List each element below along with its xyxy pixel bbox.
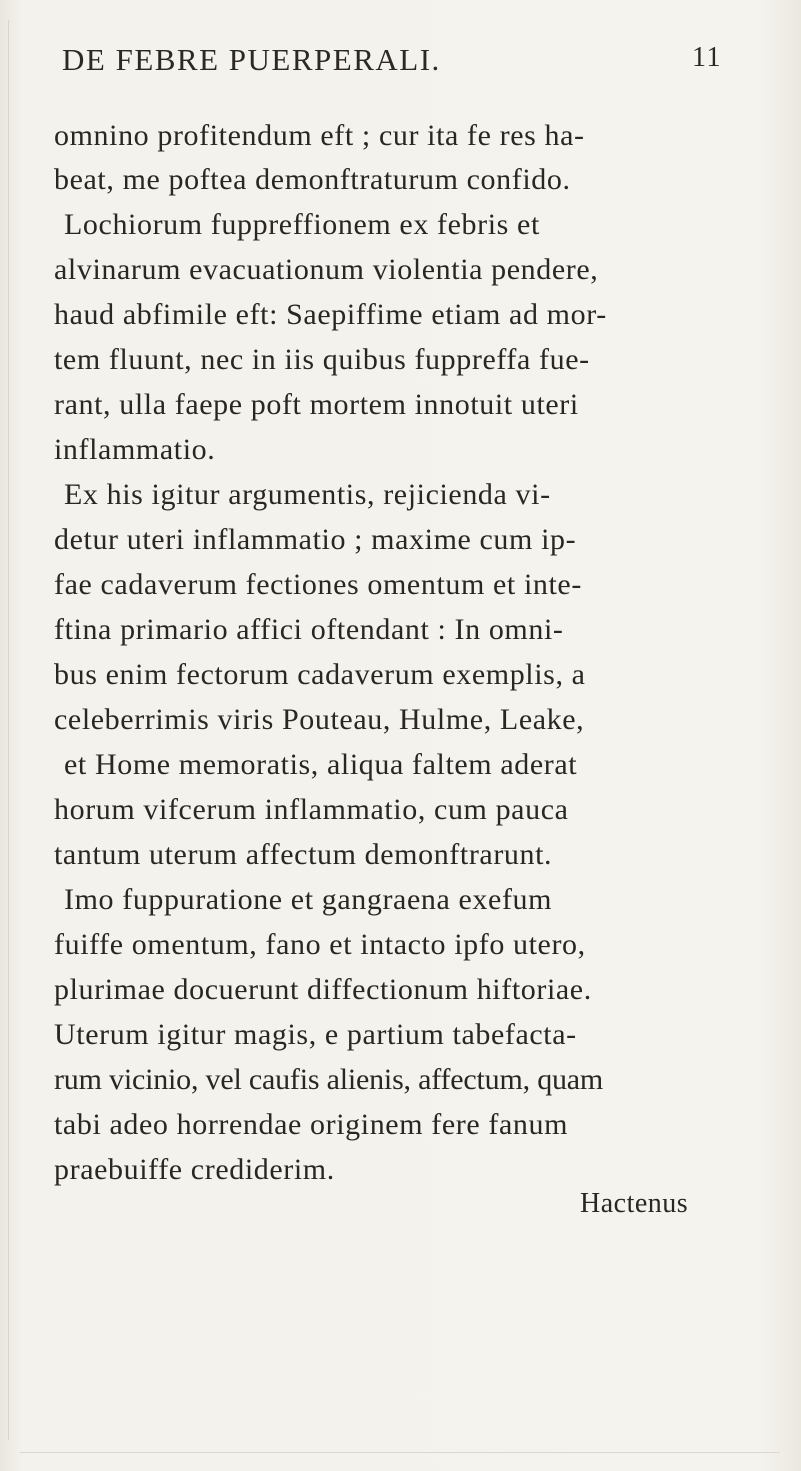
running-title: DE FEBRE PUERPERALI. <box>62 42 441 77</box>
text-line: bus enim fectorum cadaverum exemplis, a <box>54 658 586 691</box>
text-line: praebuiffe crediderim. <box>54 1153 335 1186</box>
running-header <box>62 42 742 92</box>
text-line: omnino profitendum eft ; cur ita fe res ha- <box>54 119 585 152</box>
page-edge <box>20 1452 780 1453</box>
text-line: alvinarum evacuationum violentia pendere, <box>54 253 599 286</box>
text-line: inflammatio. <box>54 433 216 466</box>
catchword: Hactenus <box>580 1188 689 1219</box>
text-line: tabi adeo horrendae originem fere fanum <box>54 1108 569 1141</box>
text-line: tem fluunt, nec in iis quibus fuppreffa fue- <box>54 343 590 376</box>
text-line: horum vifcerum inflammatio, cum pauca <box>54 793 569 826</box>
text-line: plurimae docuerunt diffectionum hiftoriae. <box>54 973 592 1006</box>
text-line: Lochiorum fuppreffionem ex febris et <box>64 208 540 241</box>
text-line: beat, me poftea demonftraturum confido. <box>54 163 571 196</box>
text-line: Ex his igitur argumentis, rejicienda vi- <box>64 478 551 511</box>
text-line: haud abfimile eft: Saepiffime etiam ad mor- <box>54 298 607 331</box>
text-line: fae cadaverum fectiones omentum et inte- <box>54 568 582 601</box>
text-line: tantum uterum affectum demonftrarunt. <box>54 838 553 871</box>
text-line: Uterum igitur magis, e partium tabefacta- <box>54 1018 577 1051</box>
text-line: rant, ulla faepe poft mortem innotuit uteri <box>54 388 579 421</box>
text-line: et Home memoratis, aliqua faltem aderat <box>64 748 578 781</box>
text-line: rum vicinio, vel caufis alienis, affectum, quam <box>54 1063 604 1096</box>
gutter-shadow <box>8 20 9 1440</box>
text-line: fuiffe omentum, fano et intacto ipfo utero, <box>54 928 586 961</box>
text-line: celeberrimis viris Pouteau, Hulme, Leake, <box>54 703 585 736</box>
text-line: detur uteri inflammatio ; maxime cum ip- <box>54 523 577 556</box>
text-line: ftina primario affici oftendant : In omni- <box>54 613 564 646</box>
text-line: Imo fuppuratione et gangraena exefum <box>64 883 553 916</box>
page-number: 11 <box>692 42 722 73</box>
